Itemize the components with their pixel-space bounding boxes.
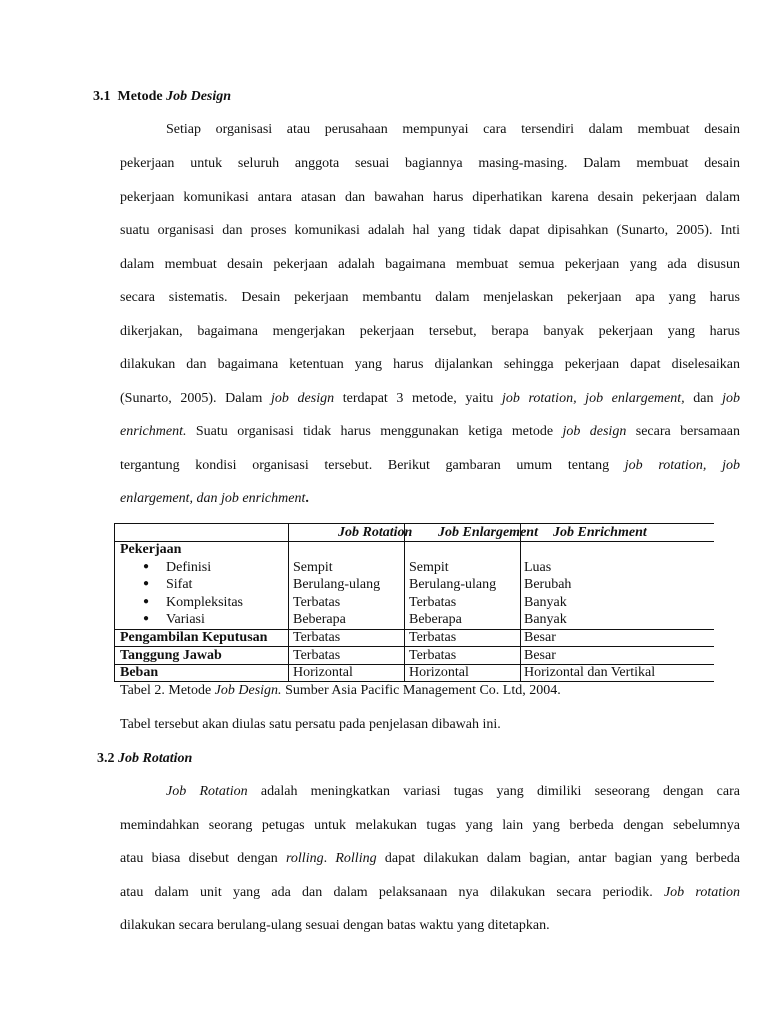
table-cell: Horizontal: [409, 665, 469, 680]
column-header: Job Enlargement: [438, 525, 538, 540]
section-title-italic: Job Rotation: [118, 751, 193, 766]
paragraph-line: dilakukan dan bagaimana ketentuan yang harus dijalankan sehingga pekerjaan dapat diselesaikan: [120, 357, 740, 372]
table-cell: Terbatas: [293, 595, 341, 610]
section-number: 3.2: [97, 751, 115, 766]
paragraph-line: dalam membuat desain pekerjaan adalah bagaimana membuat semua pekerjaan yang ada disusun: [120, 257, 740, 272]
row-label: Sifat: [166, 577, 193, 592]
bullet-icon: ●: [143, 561, 150, 572]
bullet-icon: ●: [143, 613, 150, 624]
table-cell: Terbatas: [293, 630, 341, 645]
paragraph-line: Job Rotation adalah meningkatkan variasi tugas yang dimiliki seseorang dengan cara: [166, 784, 740, 799]
paragraph-line: Setiap organisasi atau perusahaan mempunyai cara tersendiri dalam membuat desain: [166, 122, 740, 137]
paragraph-line: suatu organisasi dan proses komunikasi adalah hal yang tidak dapat dipisahkan (Sunarto, 2005). Inti: [120, 223, 740, 238]
paragraph-line: enlargement, dan job enrichment.: [120, 491, 309, 506]
table-cell: Horizontal: [293, 665, 353, 680]
table-cell: Berulang-ulang: [293, 577, 381, 592]
table-cell: Banyak: [524, 612, 567, 627]
row-label: Kompleksitas: [166, 595, 243, 610]
section-title-italic: Job Design: [166, 89, 232, 104]
table-cell: Luas: [524, 560, 552, 575]
section-heading-3-1: [93, 89, 231, 105]
table-cell: Beberapa: [409, 612, 462, 627]
table-cell: Terbatas: [409, 630, 457, 645]
paragraph-line: dikerjakan, bagaimana mengerjakan pekerjaan tersebut, berapa banyak pekerjaan yang harus: [120, 324, 740, 339]
section-number: 3.1: [93, 89, 111, 104]
paragraph-line: memindahkan seorang petugas untuk melakukan tugas yang lain yang berbeda dengan sebelumnya: [120, 818, 740, 833]
paragraph-line: pekerjaan komunikasi antara atasan dan bawahan harus diperhatikan karena desain pekerjaan dalam: [120, 190, 740, 205]
table-cell: Berubah: [524, 577, 572, 592]
table-cell: Sempit: [293, 560, 333, 575]
table-cell: Banyak: [524, 595, 567, 610]
paragraph-line: dilakukan secara berulang-ulang sesuai dengan batas waktu yang ditetapkan.: [120, 918, 550, 933]
row-label: Beban: [120, 665, 159, 680]
paragraph-line: pekerjaan untuk seluruh anggota sesuai bagiannya masing-masing. Dalam membuat desain: [120, 156, 740, 171]
paragraph-line: Tabel tersebut akan diulas satu persatu pada penjelasan dibawah ini.: [120, 717, 501, 732]
section-heading-3-2: [97, 751, 192, 767]
table-cell: Terbatas: [409, 595, 457, 610]
column-header: Job Rotation: [338, 525, 413, 540]
table-cell: Beberapa: [293, 612, 346, 627]
paragraph-line: (Sunarto, 2005). Dalam job design terdapat 3 metode, yaitu job rotation, job enlargement, dan job: [120, 391, 740, 406]
table-cell: Sempit: [409, 560, 449, 575]
row-label: Definisi: [166, 560, 212, 575]
section-title-prefix: Metode: [117, 89, 163, 104]
table-cell: Terbatas: [409, 648, 457, 663]
job-design-table: [114, 523, 656, 682]
bullet-icon: ●: [143, 578, 150, 589]
table-cell: Besar: [524, 648, 556, 663]
paragraph-line: tergantung kondisi organisasi tersebut. Berikut gambaran umum tentang job rotation, job: [120, 458, 740, 473]
bullet-icon: ●: [143, 596, 150, 607]
table-cell: Besar: [524, 630, 556, 645]
row-label: Pengambilan Keputusan: [120, 630, 268, 645]
row-label: Tanggung Jawab: [120, 648, 222, 663]
paragraph-line: atau biasa disebut dengan rolling. Rolling dapat dilakukan dalam bagian, antar bagian yang berbeda: [120, 851, 741, 866]
table-caption: Tabel 2. Metode Job Design. Sumber Asia Pacific Management Co. Ltd, 2004.: [120, 683, 561, 698]
table-cell: Berulang-ulang: [409, 577, 497, 592]
paragraph-line: secara sistematis. Desain pekerjaan membantu dalam menjelaskan pekerjaan apa yang harus: [120, 290, 740, 305]
row-label: Variasi: [166, 612, 205, 627]
table-cell: Terbatas: [293, 648, 341, 663]
column-header: Job Enrichment: [553, 525, 647, 540]
paragraph-line: enrichment. Suatu organisasi tidak harus menggunakan ketiga metode job design secara bersamaan: [120, 424, 740, 439]
paragraph-line: atau dalam unit yang ada dan dalam pelaksanaan nya dilakukan secara periodik. Job rotation: [120, 885, 741, 900]
row-group-label: Pekerjaan: [120, 542, 182, 557]
table-cell: Horizontal dan Vertikal: [524, 665, 656, 680]
